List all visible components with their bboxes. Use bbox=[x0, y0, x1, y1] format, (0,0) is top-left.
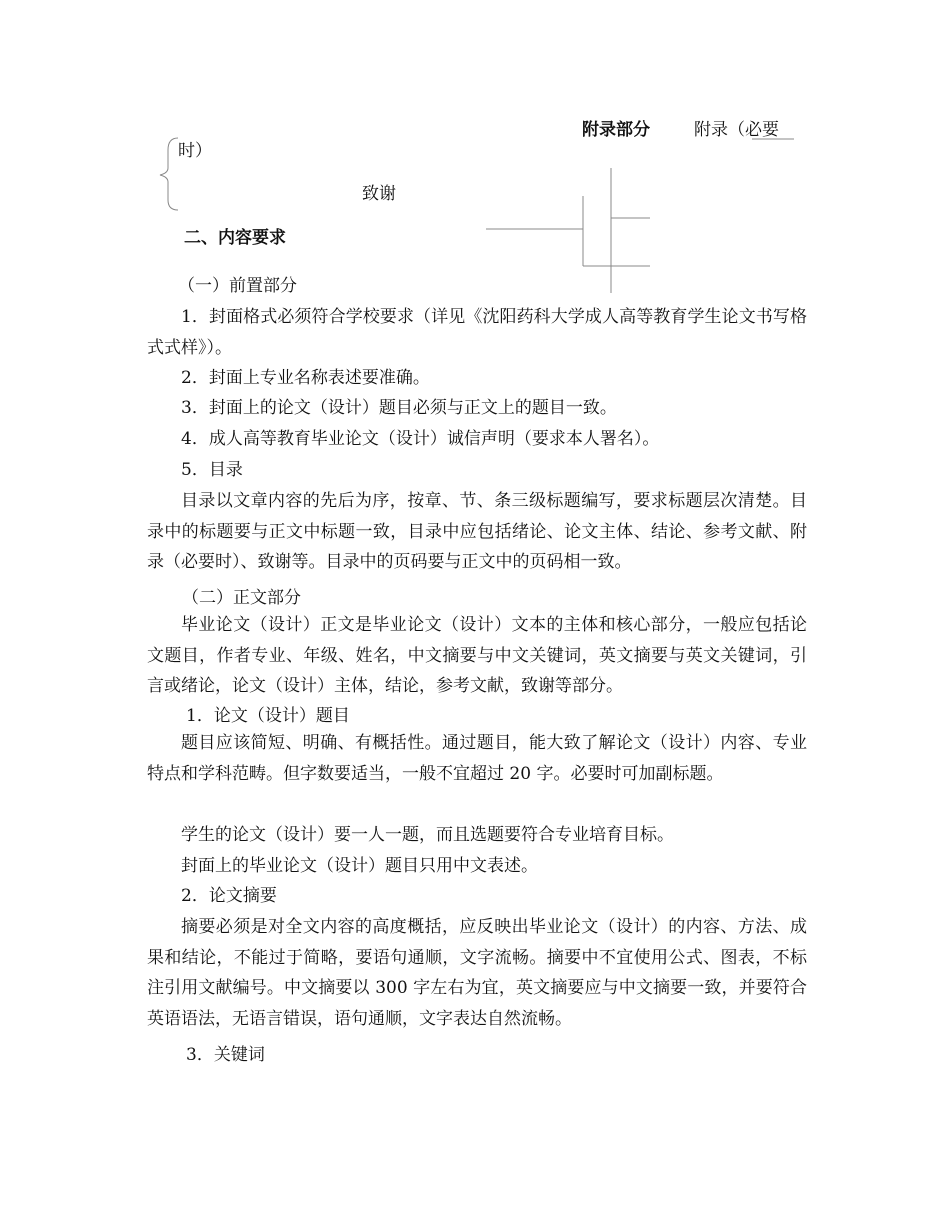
subsection-2-title: 2．论文摘要 bbox=[181, 886, 277, 906]
front-item-2: 2．封面上专业名称表述要准确。 bbox=[181, 368, 430, 388]
appendix-section-label: 附录部分 bbox=[582, 120, 650, 140]
front-item-1: 1．封面格式必须符合学校要求（详见《沈阳药科大学成人高等教育学生论文书写格式式样》）。 bbox=[147, 307, 807, 358]
left-brace bbox=[160, 138, 178, 210]
front-item-3: 3．封面上的论文（设计）题目必须与正文上的题目一致。 bbox=[181, 398, 617, 418]
acknowledgement-label: 致谢 bbox=[362, 184, 396, 204]
section-heading: 二、内容要求 bbox=[184, 228, 286, 248]
front-item-5: 5．目录 bbox=[181, 460, 243, 480]
appendix-label: 附录（必要 bbox=[694, 120, 779, 140]
subsection-1-title: 1．论文（设计）题目 bbox=[186, 706, 350, 726]
subsection-1-paragraph-2: 学生的论文（设计）要一人一题，而且选题要符合专业培育目标。 bbox=[181, 825, 674, 845]
subsection-3-title: 3．关键词 bbox=[186, 1045, 265, 1065]
appendix-label-continued: 时） bbox=[178, 141, 212, 161]
body-intro-paragraph: 毕业论文（设计）正文是毕业论文（设计）文本的主体和核心部分，一般应包括论文题目，作者专业、年级、姓名，中文摘要与中文关键词，英文摘要与英文关键词，引言或绪论，论文（设计）主体，结论，参考文献，致谢等部分。 bbox=[147, 615, 807, 696]
subsection-2-paragraph: 摘要必须是对全文内容的高度概括，应反映出毕业论文（设计）的内容、方法、成果和结论，不能过于简略，要语句通顺，文字流畅。摘要中不宜使用公式、图表，不标注引用文献编号。中文摘要以 300 字左右为宜，英文摘要应与中文摘要一致，并要符合英语语法，无语言错误，语句通顺，文字表达自然流畅。 bbox=[147, 917, 807, 1029]
toc-paragraph: 目录以文章内容的先后为序，按章、节、条三级标题编写，要求标题层次清楚。目录中的标题要与正文中标题一致，目录中应包括绪论、论文主体、结论、参考文献、附录（必要时）、致谢等。目录中的页码要与正文中的页码相一致。 bbox=[147, 491, 807, 572]
front-item-4: 4．成人高等教育毕业论文（设计）诚信声明（要求本人署名）。 bbox=[181, 429, 660, 449]
subsection-1-paragraph-3: 封面上的毕业论文（设计）题目只用中文表述。 bbox=[181, 856, 538, 876]
front-part-title: （一）前置部分 bbox=[178, 276, 297, 296]
subsection-1-paragraph-1: 题目应该简短、明确、有概括性。通过题目，能大致了解论文（设计）内容、专业特点和学科范畴。但字数要适当，一般不宜超过 20 字。必要时可加副标题。 bbox=[147, 733, 807, 784]
body-part-title: （二）正文部分 bbox=[182, 588, 301, 608]
